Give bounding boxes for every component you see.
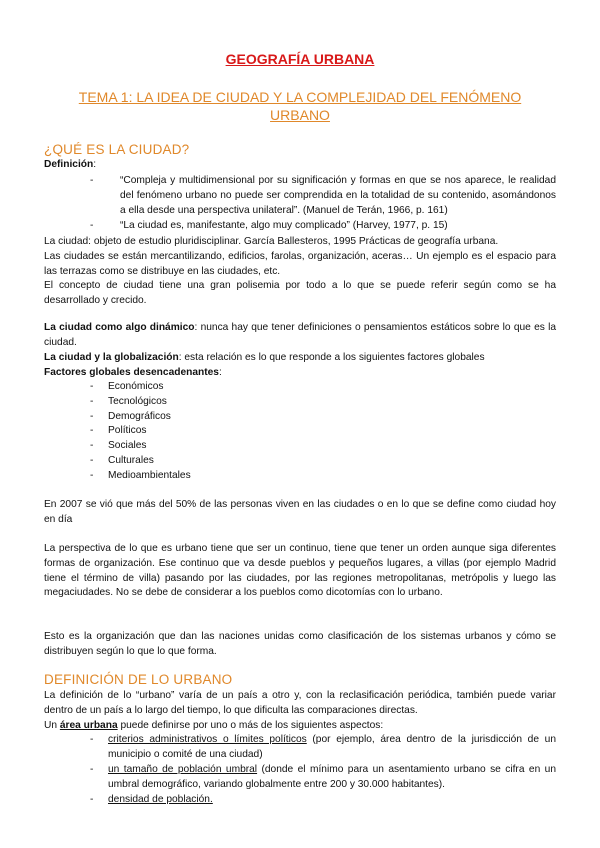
bullet-dash: -	[90, 764, 94, 775]
list-item-text: Demográficos	[108, 411, 171, 422]
paragraph: El concepto de ciudad tiene una gran polisemia por todo a lo que se puede referir según como se ha desarrollado y crecido.	[44, 280, 556, 306]
theme-heading	[44, 88, 556, 124]
paragraph: Las ciudades se están mercantilizando, edificios, farolas, organización, aceras… Un ejemplo es el espacio para las terrazas como se distribuye en las ciudades, etc.	[44, 251, 556, 277]
list-item-text: Políticos	[108, 425, 147, 436]
bullet-dash: -	[90, 734, 94, 745]
bullet-dash: -	[90, 411, 94, 422]
paragraph-ciudad-dinamica	[44, 321, 556, 351]
term-ciudad-dinamica: La ciudad como algo dinámico	[44, 322, 195, 333]
bullet-dash: -	[90, 175, 94, 186]
aspect-item	[90, 733, 556, 763]
factors-label-text: Factores globales desencadenantes	[44, 367, 219, 378]
bullet-dash: -	[90, 381, 94, 392]
quote-text: “La ciudad es, manifestante, algo muy complicado” (Harvey, 1977, p. 15)	[120, 220, 448, 231]
paragraph-area-urbana	[44, 719, 556, 734]
paragraph-text: puede definirse por uno o más de los siguientes aspectos:	[117, 720, 384, 731]
theme-heading-line1: TEMA 1: LA IDEA DE CIUDAD Y LA COMPLEJIDAD DEL FENÓMENO	[78, 89, 522, 105]
paragraph: La definición de lo “urbano” varía de un país a otro y, con la reclasificación periódica, también puede variar dentro de un país a lo largo del tiempo, lo que dificulta las comparaciones directas.	[44, 690, 556, 716]
aspect-desc: (por ejemplo, área dentro de la jurisdicción de un municipio o comité de una ciudad)	[108, 734, 556, 760]
aspect-item	[90, 763, 556, 793]
quote-text: “Compleja y multidimensional por su significación y formas en que se nos aparece, le realidad del fenómeno urbano no puede ser comprendida en la totalidad de su contenido, asomándonos a ella desde una perspectiva unilateral”. (Manuel de Terán, 1966, p. 161)	[120, 175, 556, 216]
paragraph-text: Un	[44, 720, 60, 731]
list-item-text: Económicos	[108, 381, 164, 392]
theme-heading-line2: URBANO	[270, 107, 330, 123]
bullet-dash: -	[90, 425, 94, 436]
paragraph: En 2007 se vió que más del 50% de las personas viven en las ciudades o en lo que se define como ciudad hoy en día	[44, 499, 556, 525]
quote-item	[90, 174, 556, 218]
definition-label: Definición:	[44, 159, 97, 170]
section-heading-que-es-la-ciudad: ¿QUÉ ES LA CIUDAD?	[44, 142, 190, 157]
aspect-term: criterios administrativos o límites políticos	[108, 734, 307, 745]
list-item-text: Sociales	[108, 440, 147, 451]
paragraph: Esto es la organización que dan las naciones unidas como clasificación de los sistemas urbanos y cómo se distribuyen según lo que lo que forma.	[44, 631, 556, 657]
list-item-text: Tecnológicos	[108, 396, 167, 407]
aspect-desc: (donde el mínimo para un asentamiento urbano se cifra en un umbral demográfico, variando globalmente entre 200 y 30.000 habitantes).	[108, 764, 556, 790]
list-item-text: Medioambientales	[108, 470, 191, 481]
paragraph: La perspectiva de lo que es urbano tiene que ser un continuo, tiene que tener un orden aunque siga diferentes formas de organización. Ese continuo que va desde pueblos y pequeños lugares, a villas (por ejemplo Madrid tiene el término de villa) pasando por las ciudades, por las regiones metropolitanas, metrópolis y luego las megaciudades. No se debe de considerar a los pueblos como dicotomías con lo urbano.	[44, 543, 556, 599]
aspect-text	[108, 733, 556, 763]
paragraph-text: : nunca hay que tener definiciones o pensamientos estáticos sobre lo que es la ciudad.	[44, 322, 556, 348]
term-globalizacion: La ciudad y la globalización	[44, 352, 179, 363]
aspect-text	[108, 763, 556, 793]
bullet-dash: -	[90, 220, 94, 231]
quote-item	[90, 219, 556, 234]
paragraph-text: : esta relación es lo que responde a los siguientes factores globales	[178, 352, 485, 363]
bullet-dash: -	[90, 440, 94, 451]
paragraph-globalizacion	[44, 351, 556, 366]
aspect-term: un tamaño de población umbral	[108, 764, 258, 775]
bullet-dash: -	[90, 396, 94, 407]
section-heading-definicion-urbano: DEFINICIÓN DE LO URBANO	[44, 672, 233, 687]
bullet-dash: -	[90, 455, 94, 466]
bullet-dash: -	[90, 794, 94, 805]
list-item-text: Culturales	[108, 455, 154, 466]
aspect-item	[90, 793, 556, 808]
bullet-dash: -	[90, 470, 94, 481]
definition-label-text: Definición	[44, 159, 94, 170]
aspect-term: densidad de población.	[108, 794, 213, 805]
paragraph: La ciudad: objeto de estudio pluridisciplinar. García Ballesteros, 1995 Prácticas de geografía urbana.	[44, 236, 499, 247]
factors-label: Factores globales desencadenantes:	[44, 367, 222, 378]
term-area-urbana: área urbana	[59, 720, 118, 731]
document-title: GEOGRAFÍA URBANA	[225, 51, 375, 67]
